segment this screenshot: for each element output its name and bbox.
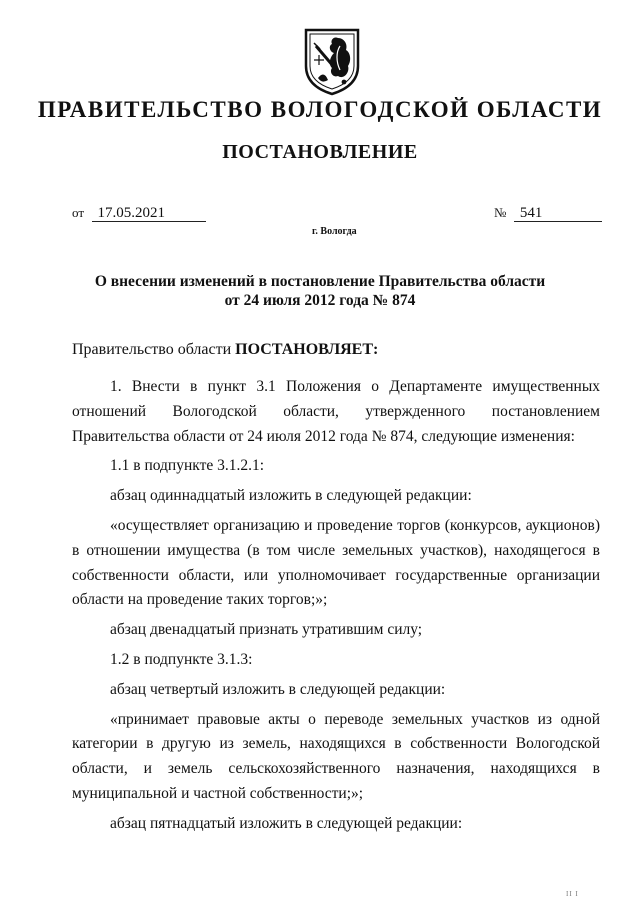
- preamble-prefix: Правительство области: [72, 341, 232, 358]
- paragraph-5: абзац двенадцатый признать утратившим силу;: [110, 621, 423, 639]
- paragraph-6: 1.2 в подпункте 3.1.3:: [110, 650, 253, 668]
- page-mark: II I: [566, 890, 579, 898]
- paragraph-1: 1. Внести в пункт 3.1 Положения о Департаменте имущественных отношений Вологодской области, утвержденного постановлением Правительства области от 24 июля 2012 года № 874, следующие изменения:: [72, 378, 600, 445]
- city-name: г. Вологда: [312, 226, 357, 237]
- paragraph-4: «осуществляет организацию и проведение торгов (конкурсов, аукционов) в отношении имущества (в том числе земельных участков), находящегося в собственности области, или уполномочивает государственные организации области на проведение таких торгов;»;: [72, 516, 600, 609]
- paragraph-9: абзац пятнадцатый изложить в следующей редакции:: [110, 814, 463, 832]
- document-type: ПОСТАНОВЛЕНИЕ: [222, 141, 418, 163]
- date-label: от: [72, 205, 85, 220]
- government-title: ПРАВИТЕЛЬСТВО ВОЛОГОДСКОЙ ОБЛАСТИ: [37, 97, 603, 122]
- preamble: [72, 341, 378, 359]
- date-row: [72, 205, 206, 222]
- document-date: 17.05.2021: [92, 205, 206, 222]
- document-number: 541: [514, 205, 602, 222]
- paragraph-2: 1.1 в подпункте 3.1.2.1:: [110, 457, 265, 475]
- paragraph-7: абзац четвертый изложить в следующей редакции:: [110, 680, 446, 698]
- number-label: №: [494, 205, 507, 220]
- document-subject: [70, 272, 570, 310]
- document-body: [72, 375, 600, 837]
- subject-line-2: от 24 июля 2012 года № 874: [224, 292, 416, 309]
- paragraph-8: «принимает правовые акты о переводе земельных участков из одной категории в другую из земель, находящихся в собственности Вологодской области, и земель сельскохозяйственного назначения, находящихся в муниципальной и частной собственности;»;: [72, 710, 600, 802]
- paragraph-3: абзац одиннадцатый изложить в следующей редакции:: [110, 487, 472, 505]
- number-row: [494, 205, 602, 222]
- preamble-decree: ПОСТАНОВЛЯЕТ:: [235, 341, 379, 358]
- vologda-coat-of-arms-icon: [300, 26, 364, 96]
- subject-line-1: О внесении изменений в постановление Правительства области: [94, 273, 546, 290]
